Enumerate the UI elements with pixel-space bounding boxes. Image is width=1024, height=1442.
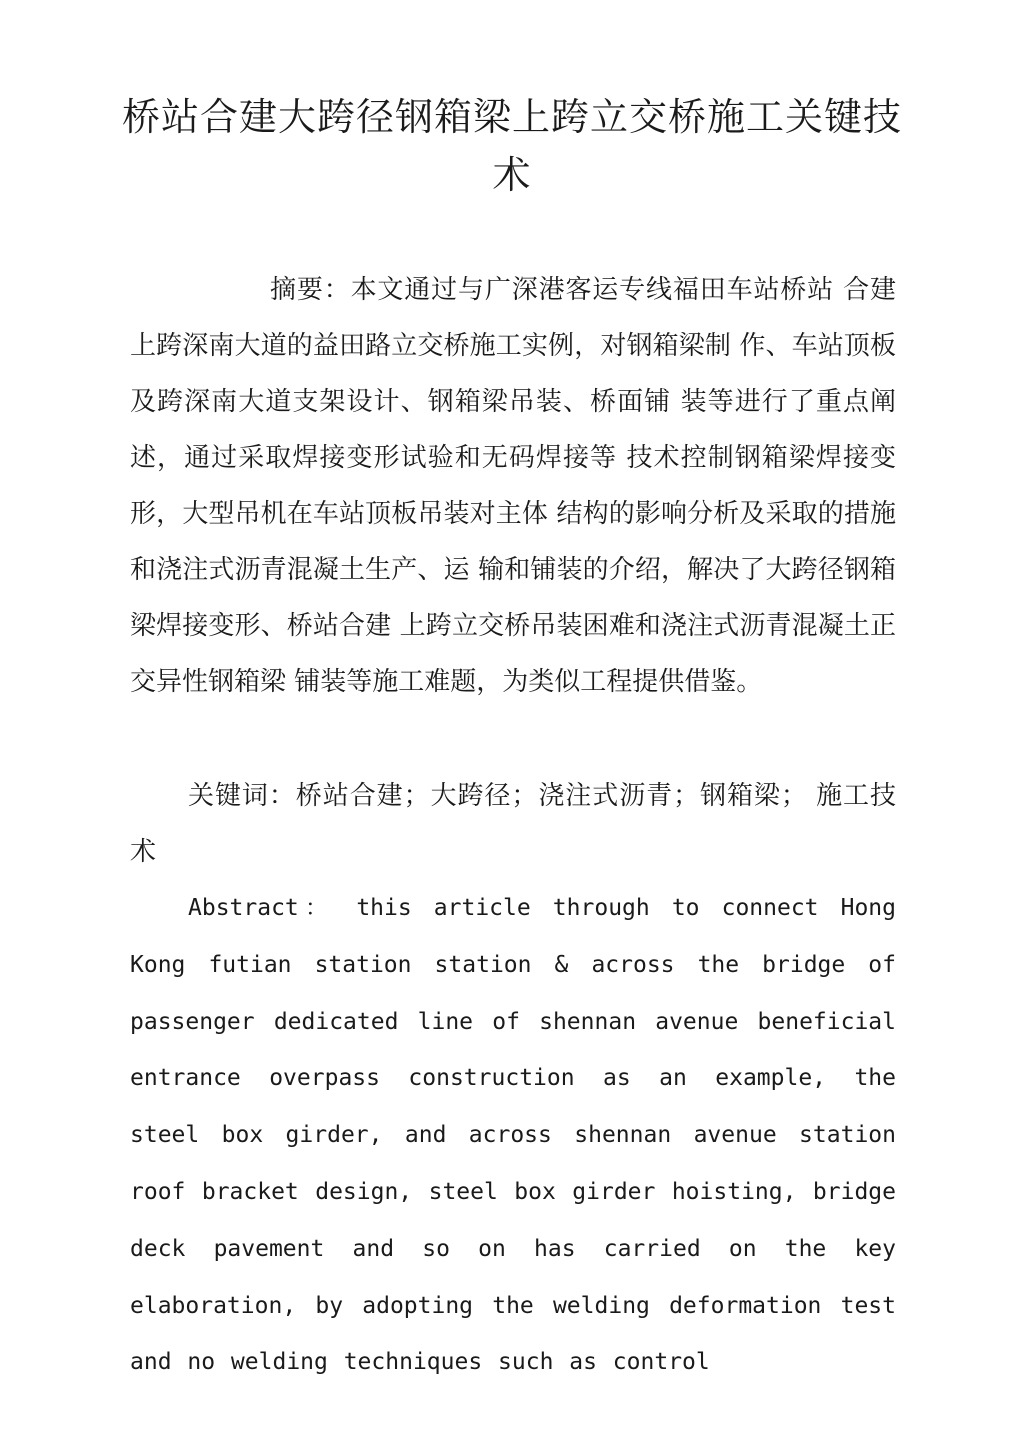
english-abstract: Abstract： this article through to connect Hong Kong futian station station & across the bridge of passenger dedicated line of shennan avenue beneficial entrance overpass construction as an example, the steel box girder, and across shennan avenue station roof bracket design, steel box girder hoisting, bridge deck pavement and so on has carried on the key elaboration, by adopting the welding deformation test and no welding techniques such as control [130,895,896,1376]
chinese-keywords: 关键词：桥站合建；大跨径；浇注式沥青；钢箱梁； 施工技术 [130,781,896,867]
chinese-abstract: 摘要：本文通过与广深港客运专线福田车站桥站 合建上跨深南大道的益田路立交桥施工实例，对钢箱梁制 作、车站顶板及跨深南大道支架设计、钢箱梁吊装、桥面铺 装等进行了重点阐述，通过采取焊接变形试验和无码焊接等 技术控制钢箱梁焊接变形，大型吊机在车站顶板吊装对主体 结构的影响分析及采取的措施和浇注式沥青混凝土生产、运 输和铺装的介绍，解决了大跨径钢箱梁焊接变形、桥站合建 上跨立交桥吊装困难和浇注式沥青混凝土正交异性钢箱梁 铺装等施工难题，为类似工程提供借鉴。 [130,275,896,697]
document-title: 桥站合建大跨径钢箱梁上跨立交桥施工关键技术 [121,95,902,197]
